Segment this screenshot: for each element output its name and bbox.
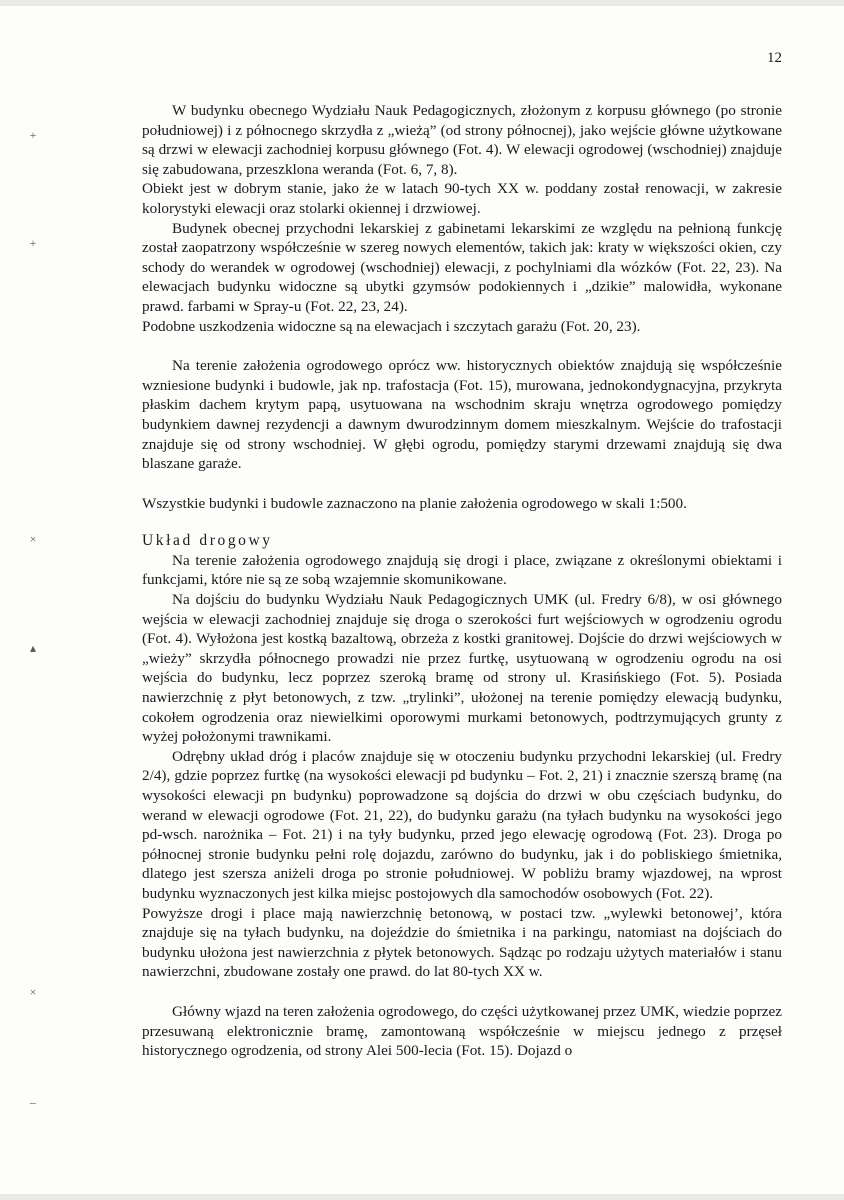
binder-mark: + [29, 128, 37, 142]
paragraph: Na terenie założenia ogrodowego znajdują się drogi i place, związane z określonymi obiektami i funkcjami, które nie są ze sobą wzajemnie skomunikowane. [142, 551, 782, 589]
page-number: 12 [767, 50, 782, 66]
binder-mark: + [29, 236, 37, 250]
scan-bottom-edge [0, 1194, 844, 1200]
binder-mark: × [29, 532, 37, 546]
paragraph: Na terenie założenia ogrodowego oprócz ww. historycznych obiektów znajdują się współcześnie wzniesione budynki i budowle, jak np. trafostacja (Fot. 15), murowana, jednokondygnacyjna, przykryta płaskim dachem krytym papą, usytuowana na wschodnim skraju wnętrza ogrodowego pomiędzy budynkiem dawnej rezydencji a dawnym dwurodzinnym domem mieszkalnym. Wejście do trafostacji znajduje się od strony wschodniej. W głębi ogrodu, pomiędzy starymi drzewami znajdują się dwa blaszane garaże. [142, 357, 782, 473]
binder-mark: ▴ [29, 641, 37, 655]
paragraph: Podobne uszkodzenia widoczne są na elewacjach i szczytach garażu (Fot. 20, 23). [142, 317, 641, 335]
paragraph: Obiekt jest w dobrym stanie, jako że w latach 90-tych XX w. poddany został renowacji, w zakresie kolorystyki elewacji oraz stolarki okiennej i drzwiowej. [142, 180, 782, 217]
section-heading: Układ drogowy [142, 532, 273, 550]
paragraph: Wszystkie budynki i budowle zaznaczono na planie założenia ogrodowego w skali 1:500. [142, 494, 687, 512]
paragraph: Powyższe drogi i place mają nawierzchnię betonową, w postaci tzw. „wylewki betonowej’, która znajduje się na tyłach budynku, na dojeździe do śmietnika i na parkingu, natomiast na dojściach do budynku ułożona jest nawierzchnia z płytek betonowych. Sądząc po rodzaju użytych materiałów i stanu nawierzchni, zbudowane zostały one prawd. do lat 80-tych XX w. [142, 904, 782, 981]
binder-mark: × [29, 985, 37, 999]
scan-top-edge [0, 0, 844, 6]
paragraph: Odrębny układ dróg i placów znajduje się w otoczeniu budynku przychodni lekarskiej (ul. Fredry 2/4), gdzie poprzez furtkę (na wysokości elewacji pd budynku – Fot. 2, 21) i znacznie szerszą bramę (na wysokości elewacji pn budynku) poprowadzone są dojścia do drzwi w obu częściach budynku, do werand w elewacji ogrodowe (Fot. 21, 22), do budynku garażu (na tyłach budynku na wysokości jego pd-wsch. narożnika – Fot. 21) i na tyły budynku, przed jego elewację ogrodową (Fot. 23). Droga po północnej stronie budynku pełni rolę dojazdu, zarówno do budynku, jak i do pobliskiego śmietnika, dlatego jest szersza aniżeli droga po stronie południowej. W pobliżu bramy wjazdowej, na wprost budynku wyznaczonych jest kilka miejsc postojowych dla samochodów osobowych (Fot. 22). [142, 747, 782, 902]
paragraph: W budynku obecnego Wydziału Nauk Pedagogicznych, złożonym z korpusu głównego (po stronie południowej) i z północnego skrzydła z „wieżą” (od strony północnej), jako wejście główne użytkowane są drzwi w elewacji zachodniej korpusu głównego (Fot. 4). W elewacji ogrodowej (wschodniej) znajduje się zabudowana, przeszklona weranda (Fot. 6, 7, 8). [142, 102, 782, 178]
paragraph: Na dojściu do budynku Wydziału Nauk Pedagogicznych UMK (ul. Fredry 6/8), w osi głównego wejścia w elewacji zachodniej znajduje się droga o szerokości furt wejściowych w ogrodzeniu ogrodu (Fot. 4). Wyłożona jest kostką bazaltową, obrzeża z kostki granitowej. Dojście do drzwi wejściowych w „wieży” skrzydła północnego prowadzi nie przez furtkę, usytuowaną w ogrodzeniu ogrodu na osi wejścia do budynku, lecz poprzez szeroką bramę od strony ul. Krasińskiego (Fot. 5). Posiada nawierzchnię z płyt betonowych, z tzw. „trylinki”, ułożonej na terenie pomiędzy elewacją budynku, cokołem ogrodzenia oraz niewielkimi oporowymi murkami betonowych, podtrzymujących grunty z wyżej położonymi trawnikami. [142, 591, 782, 746]
document-body [142, 101, 782, 1061]
paragraph: Budynek obecnej przychodni lekarskiej z gabinetami lekarskimi ze względu na pełnioną funkcję został zaopatrzony współcześnie w szereg nowych elementów, takich jak: kraty w większości okien, czy schody do werandek w ogrodowej (wschodniej) elewacji, z pochylniami dla wózków (Fot. 22, 23). Na elewacjach budynku widoczne są ubytki gzymsów podokiennych i „dzikie” malowidła, wykonane prawd. farbami w Spray-u (Fot. 22, 23, 24). [142, 219, 782, 315]
binder-mark: – [30, 1095, 36, 1109]
paragraph: Główny wjazd na teren założenia ogrodowego, do części użytkowanej przez UMK, wiedzie poprzez przesuwaną elektronicznie bramę, zamontowaną współcześnie w miejscu jednego z przęseł historycznego ogrodzenia, od strony Alei 500-lecia (Fot. 15). Dojazd o [142, 1002, 782, 1060]
